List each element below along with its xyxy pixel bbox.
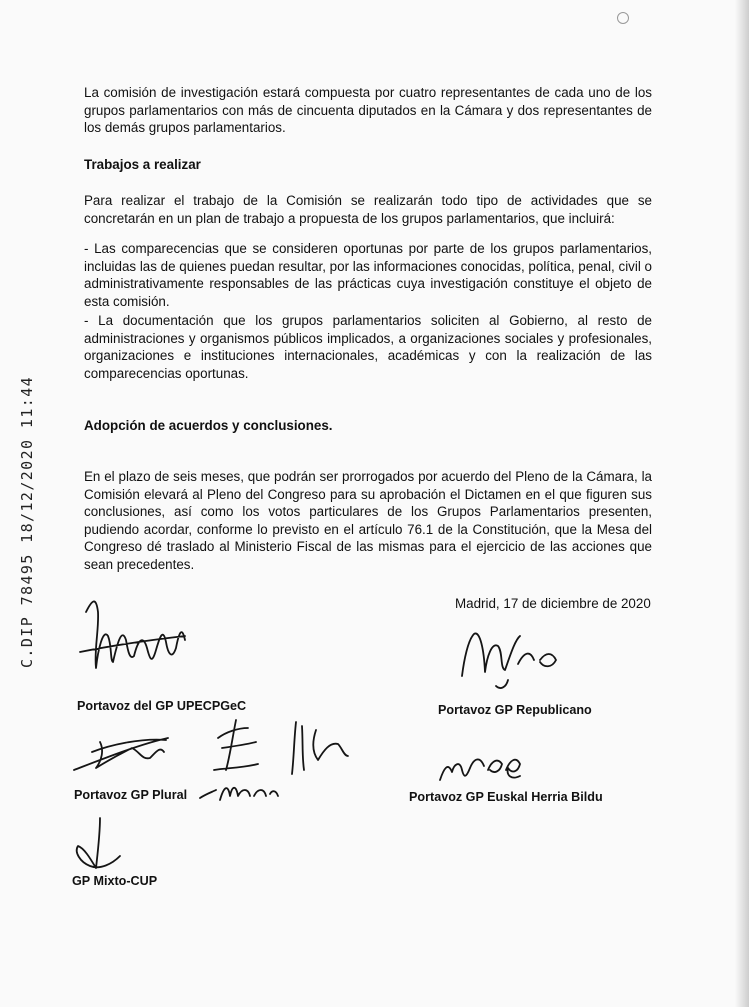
signatory-republicano: Portavoz GP Republicano [438, 703, 592, 717]
signature-republicano [462, 633, 556, 688]
heading-adopcion: Adopción de acuerdos y conclusiones. [84, 418, 333, 433]
paragraph-composition: La comisión de investigación estará compuesta por cuatro representantes de cada uno de los grupos parlamentarios con más de cincuenta diputados en la Cámara y dos representantes de los demás grupos parlamentarios. [84, 85, 652, 136]
registry-stamp: C.DIP 78495 18/12/2020 11:44 [18, 375, 36, 668]
list-item-comparecencias: - Las comparecencias que se consideren oportunas por parte de los grupos parlamentarios, incluidas las de quienes puedan resultar, por las informaciones conocidas, política, penal, civil o administrativamente responsables de las prácticas cuya investigación constituye el objeto de esta comisión. [84, 241, 652, 309]
heading-trabajos: Trabajos a realizar [84, 157, 201, 172]
paragraph-plazo: En el plazo de seis meses, que podrán ser prorrogados por acuerdo del Pleno de la Cámara, la Comisión elevará al Pleno del Congreso para su aprobación el Dictamen en el que figuren sus conclusiones, así como los votos particulares de los Grupos Parlamentarios presenten, pudiendo acordar, conforme lo previsto en el artículo 76.1 de la Constitución, que la Mesa del Congreso dé traslado al Ministerio Fiscal de las mismas para el ejercicio de las acciones que sean precedentes. [84, 469, 652, 572]
page-edge-shadow [735, 0, 749, 1007]
signature-plural-1 [74, 738, 168, 770]
signature-plural-2 [214, 720, 258, 770]
signatory-plural: Portavoz GP Plural [74, 788, 188, 802]
corner-mark [617, 12, 629, 24]
signature-euskal [440, 759, 520, 780]
signature-plural-3 [292, 722, 348, 774]
signatory-upecpgec: Portavoz del GP UPECPGeC [77, 699, 247, 713]
signature-mixto [77, 818, 120, 868]
date-line: Madrid, 17 de diciembre de 2020 [455, 596, 651, 611]
signature-upecpgec [80, 601, 185, 668]
signature-plural-4 [200, 788, 278, 800]
signatory-mixto: GP Mixto-CUP [72, 874, 158, 888]
list-item-documentacion: - La documentación que los grupos parlamentarios soliciten al Gobierno, al resto de administraciones y organismos públicos implicados, a organizaciones sociales y profesionales, organizaciones e instituciones internacionales, académicas y con la realización de las comparecencias oportunas. [84, 313, 652, 381]
paragraph-work-intro: Para realizar el trabajo de la Comisión se realizarán todo tipo de actividades que se concretarán en un plan de trabajo a propuesta de los grupos parlamentarios, que incluirá: [84, 193, 652, 226]
signatory-euskal: Portavoz GP Euskal Herria Bildu [409, 790, 603, 804]
